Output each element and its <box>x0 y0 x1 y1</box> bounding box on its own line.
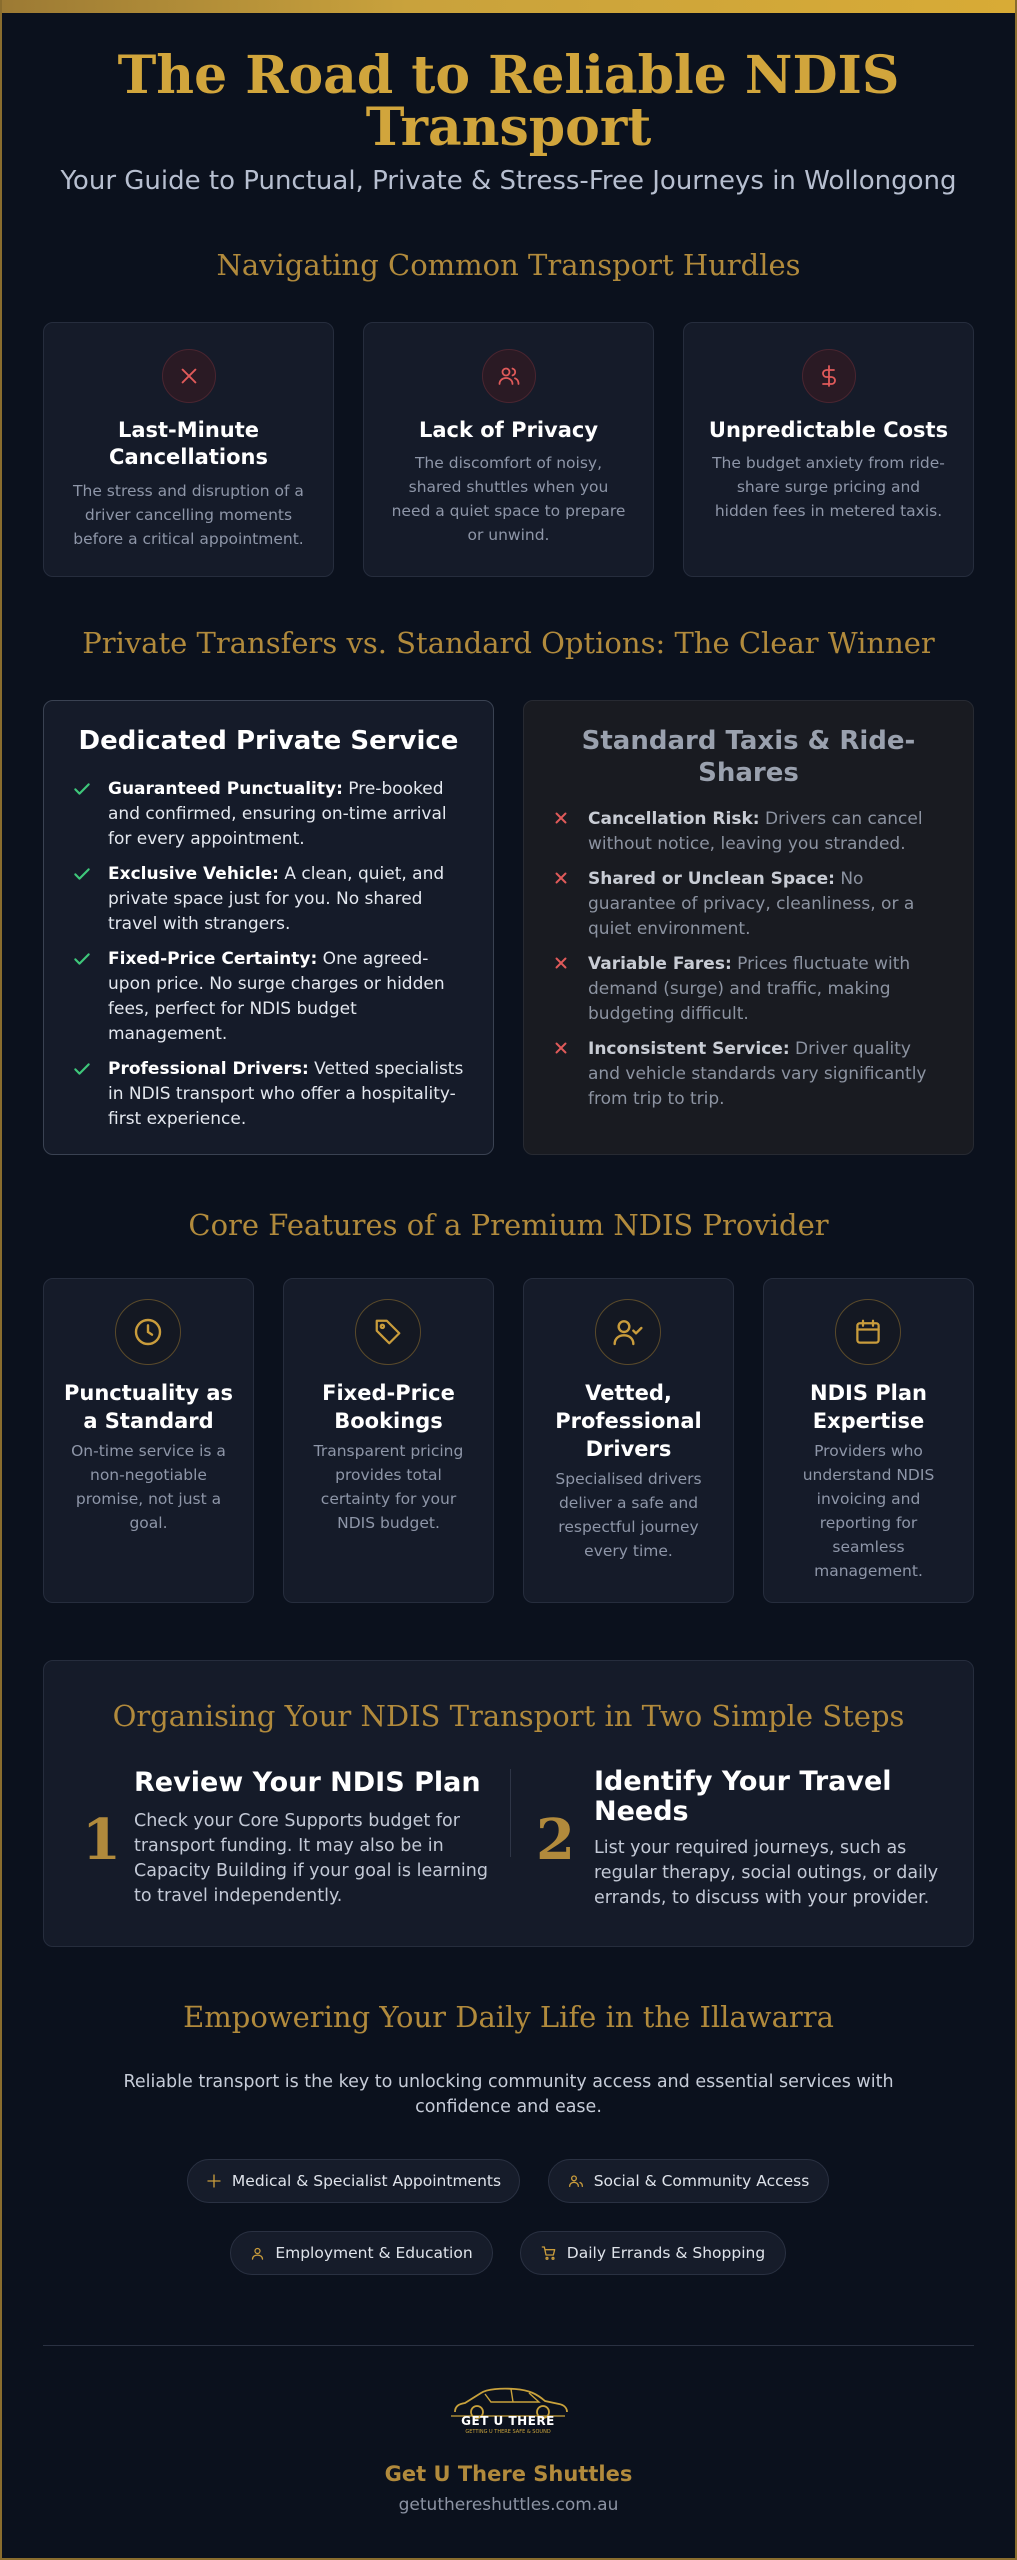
feature-title: Punctuality as a Standard <box>63 1381 233 1433</box>
footer-divider <box>43 2345 974 2346</box>
check-icon <box>72 1057 108 1132</box>
page-subtitle: Your Guide to Punctual, Private & Stress-Free Journeys in Wollongong <box>60 166 957 196</box>
hurdle-title: Last-Minute Cancellations <box>109 418 268 469</box>
standard-options-card <box>523 700 974 1155</box>
check-icon <box>72 862 108 937</box>
empower-text: Reliable transport is the key to unlocking community access and essential services with confidence and ease. <box>123 2072 894 2117</box>
features-title: Core Features of a Premium NDIS Provider <box>188 1208 829 1242</box>
logo-tagline: GETTING U THERE SAFE & SOUND <box>465 2429 551 2435</box>
private-item-text: Vetted specialists in NDIS transport who offer a hospitality-first experience. <box>108 1059 464 1129</box>
standard-item <box>552 807 947 857</box>
step-number: 2 <box>536 1807 575 1873</box>
hurdle-card <box>363 322 654 577</box>
feature-text: Transparent pricing provides total certainty for your NDIS budget. <box>313 1442 464 1532</box>
hurdle-text: The stress and disruption of a driver cancelling moments before a critical appointment. <box>73 482 304 548</box>
private-item-text: A clean, quiet, and private space just for you. No shared travel with strangers. <box>108 864 445 934</box>
private-item-label: Guaranteed Punctuality: <box>108 779 343 799</box>
users-icon <box>568 2173 584 2189</box>
feature-card <box>283 1278 494 1603</box>
private-item <box>72 947 467 1047</box>
dollar-icon <box>802 349 856 403</box>
clock-icon <box>115 1299 181 1365</box>
user-check-icon <box>595 1299 661 1365</box>
step-text: Check your Core Supports budget for transport funding. It may also be in Capacity Building if your goal is learning to travel independently. <box>134 1811 488 1906</box>
logo-text: GET U THERE <box>461 2414 555 2428</box>
step-title: Review Your NDIS Plan <box>134 1767 481 1798</box>
empower-title: Empowering Your Daily Life in the Illawarra <box>183 2000 834 2034</box>
standard-item-label: Shared or Unclean Space: <box>588 869 835 889</box>
brand-name: Get U There Shuttles <box>384 2462 633 2486</box>
page-title: The Road to Reliable NDIS Transport <box>117 45 900 158</box>
service-pill <box>230 2231 493 2275</box>
standard-item <box>552 952 947 1027</box>
private-item <box>72 777 467 852</box>
standard-item-label: Inconsistent Service: <box>588 1039 790 1059</box>
hurdle-title: Unpredictable Costs <box>708 418 949 442</box>
service-pill-label: Daily Errands & Shopping <box>566 2244 766 2262</box>
x-icon <box>552 952 588 1027</box>
feature-card <box>523 1278 734 1603</box>
hurdle-text: The discomfort of noisy, shared shuttles when you need a quiet space to prepare or unwind. <box>391 454 626 544</box>
company-logo[interactable] <box>443 2382 573 2442</box>
private-item-label: Exclusive Vehicle: <box>108 864 279 884</box>
users-icon <box>482 349 536 403</box>
service-pill <box>187 2159 520 2203</box>
private-item <box>72 1057 467 1132</box>
standard-options-title: Standard Taxis & Ride-Shares <box>581 726 916 788</box>
hurdle-text: The budget anxiety from ride-share surge pricing and hidden fees in metered taxis. <box>712 454 945 520</box>
plus-icon <box>206 2173 222 2189</box>
feature-text: On-time service is a non-negotiable promise, not just a goal. <box>71 1442 226 1532</box>
service-pill <box>548 2159 829 2203</box>
feature-text: Specialised drivers deliver a safe and respectful journey every time. <box>555 1470 702 1560</box>
user-icon <box>250 2246 265 2261</box>
feature-card <box>43 1278 254 1603</box>
steps-title: Organising Your NDIS Transport in Two Simple Steps <box>112 1699 905 1733</box>
hurdles-title: Navigating Common Transport Hurdles <box>216 248 801 282</box>
tag-icon <box>355 1299 421 1365</box>
standard-item-label: Cancellation Risk: <box>588 809 760 829</box>
x-icon <box>552 867 588 942</box>
standard-item <box>552 1037 947 1112</box>
standard-item-label: Variable Fares: <box>588 954 732 974</box>
private-service-card <box>43 700 494 1155</box>
standard-item-text: No guarantee of privacy, cleanliness, or a quiet environment. <box>588 869 915 939</box>
standard-item-text: Driver quality and vehicle standards vary significantly from trip to trip. <box>588 1039 927 1109</box>
calendar-icon <box>835 1299 901 1365</box>
x-icon <box>552 1037 588 1112</box>
private-service-title: Dedicated Private Service <box>78 726 459 756</box>
feature-title: Vetted, Professional Drivers <box>555 1381 702 1461</box>
step-title: Identify Your Travel Needs <box>594 1766 892 1827</box>
feature-title: NDIS Plan Expertise <box>810 1381 927 1433</box>
cart-icon <box>541 2245 557 2261</box>
step-number: 1 <box>82 1807 121 1873</box>
website-link[interactable]: getuthereshuttles.com.au <box>398 2495 619 2515</box>
x-icon <box>162 349 216 403</box>
standard-item <box>552 867 947 942</box>
hurdle-title: Lack of Privacy <box>418 418 599 442</box>
private-item-label: Fixed-Price Certainty: <box>108 949 318 969</box>
service-pill-label: Social & Community Access <box>593 2172 810 2190</box>
step-divider <box>510 1769 511 1857</box>
steps-panel <box>43 1660 974 1947</box>
service-pill-label: Medical & Specialist Appointments <box>231 2172 502 2190</box>
feature-text: Providers who understand NDIS invoicing and reporting for seamless management. <box>802 1442 935 1580</box>
check-icon <box>72 947 108 1047</box>
private-item-text: One agreed-upon price. No surge charges or hidden fees, perfect for NDIS budget management. <box>108 949 445 1044</box>
private-item <box>72 862 467 937</box>
x-icon <box>552 807 588 857</box>
hurdle-card <box>43 322 334 577</box>
private-item-text: Pre-booked and confirmed, ensuring on-time arrival for every appointment. <box>108 779 447 849</box>
private-item-label: Professional Drivers: <box>108 1059 309 1079</box>
hurdle-card <box>683 322 974 577</box>
standard-item-text: Prices fluctuate with demand (surge) and traffic, making budgeting difficult. <box>588 954 911 1024</box>
service-pill-label: Employment & Education <box>275 2244 473 2262</box>
feature-title: Fixed-Price Bookings <box>322 1381 455 1433</box>
check-icon <box>72 777 108 852</box>
comparison-title: Private Transfers vs. Standard Options: The Clear Winner <box>82 626 935 660</box>
standard-item-text: Drivers can cancel without notice, leaving you stranded. <box>588 809 923 854</box>
feature-card <box>763 1278 974 1603</box>
service-pill <box>520 2231 786 2275</box>
step-text: List your required journeys, such as regular therapy, social outings, or daily errands, to discuss with your provider. <box>594 1838 939 1908</box>
